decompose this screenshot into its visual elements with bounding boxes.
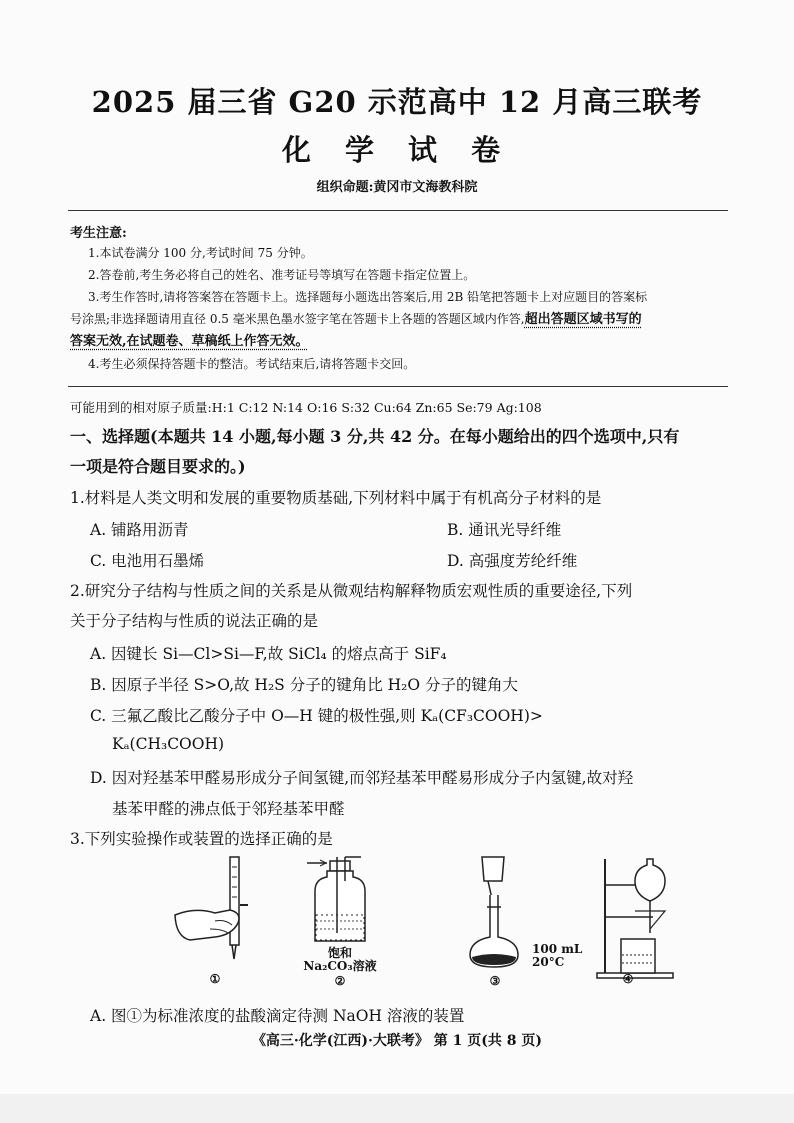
question-2-stem-line-1: 2.研究分子结构与性质之间的关系是从微观结构解释物质宏观性质的重要途径,下列 bbox=[70, 582, 633, 600]
question-2-option-b: B. 因原子半径 S>O,故 H₂S 分子的键角比 H₂O 分子的键角大 bbox=[90, 676, 518, 694]
notice-item-3-end: 答案无效,在试题卷、草稿纸上作答无效。 bbox=[70, 334, 309, 349]
figure-3-caption-line-2: 20°C bbox=[532, 955, 565, 969]
question-2-option-c-cont: Kₐ(CH₃COOH) bbox=[112, 735, 225, 753]
notice-divider bbox=[68, 386, 728, 387]
top-divider bbox=[68, 210, 728, 211]
notice-item-3-cont: 号涂黑;非选择题请用直径 0.5 毫米黑色墨水签字笔在答题卡上各题的答题区域内作答,超出答题区域书写的 bbox=[70, 312, 642, 327]
notice-item-1: 1.本试卷满分 100 分,考试时间 75 分钟。 bbox=[88, 246, 313, 260]
question-1-option-a: A. 铺路用沥青 bbox=[90, 521, 189, 539]
figure-2-caption-line-2: Na₂CO₃溶液 bbox=[303, 959, 377, 973]
question-1-option-d: D. 高强度芳纶纤维 bbox=[447, 552, 578, 570]
figure-3-volumetric-flask-icon bbox=[460, 855, 530, 970]
question-1-stem: 1.材料是人类文明和发展的重要物质基础,下列材料中属于有机高分子材料的是 bbox=[70, 489, 602, 507]
figure-3-caption-line-1: 100 mL bbox=[532, 942, 583, 956]
notice-emphasis: 超出答题区域书写的 bbox=[524, 312, 642, 327]
figure-2-caption bbox=[300, 947, 380, 973]
section-1-line-1: 一、选择题(本题共 14 小题,每小题 3 分,共 42 分。在每小题给出的四个选项中,只有 bbox=[70, 427, 680, 446]
notice-block bbox=[70, 242, 730, 375]
question-3-stem: 3.下列实验操作或装置的选择正确的是 bbox=[70, 830, 333, 848]
figure-4-separatory-funnel-icon bbox=[595, 855, 675, 980]
question-2-option-a: A. 因键长 Si—Cl>Si—F,故 SiCl₄ 的熔点高于 SiF₄ bbox=[90, 645, 447, 663]
exam-organizer: 组织命题:黄冈市文海教科院 bbox=[316, 180, 478, 195]
notice-title: 考生注意: bbox=[70, 226, 127, 241]
figure-2-washing-bottle-icon bbox=[305, 855, 375, 945]
question-3-option-a: A. 图①为标准浓度的盐酸滴定待测 NaOH 溶液的装置 bbox=[90, 1007, 465, 1025]
exam-title: 2025 届三省 G20 示范高中 12 月高三联考 bbox=[91, 85, 703, 119]
question-1-option-c: C. 电池用石墨烯 bbox=[90, 552, 205, 570]
question-2-stem-line-2: 关于分子结构与性质的说法正确的是 bbox=[70, 612, 319, 630]
figure-2-caption-line-1: 饱和 bbox=[327, 946, 352, 960]
notice-item-3: 3.考生作答时,请将答案答在答题卡上。选择题每小题选出答案后,用 2B 铅笔把答题卡上对应题目的答案标 bbox=[88, 290, 648, 304]
figure-1-burette-icon bbox=[170, 855, 270, 965]
question-2-option-c: C. 三氟乙酸比乙酸分子中 O—H 键的极性强,则 Kₐ(CF₃COOH)> bbox=[90, 707, 543, 725]
figure-3-caption bbox=[532, 943, 592, 969]
section-1-heading bbox=[70, 422, 730, 482]
question-3-figures bbox=[150, 855, 680, 995]
figure-1-label: ① bbox=[209, 972, 221, 986]
atomic-masses: 可能用到的相对原子质量:H:1 C:12 N:14 O:16 S:32 Cu:64 Zn:65 Se:79 Ag:108 bbox=[70, 400, 542, 415]
notice-item-4: 4.考生必须保持答题卡的整洁。考试结束后,请将答题卡交回。 bbox=[88, 357, 416, 371]
exam-subtitle: 化 学 试 卷 bbox=[281, 133, 513, 167]
figure-3-label: ③ bbox=[489, 974, 501, 988]
section-1-line-2: 一项是符合题目要求的。) bbox=[70, 457, 246, 476]
question-2-option-d-cont: 基苯甲醛的沸点低于邻羟基苯甲醛 bbox=[112, 800, 345, 818]
question-2-stem bbox=[70, 576, 730, 636]
question-2-option-d: D. 因对羟基苯甲醛易形成分子间氢键,而邻羟基苯甲醛易形成分子内氢键,故对羟 bbox=[90, 769, 634, 787]
figure-2-label: ② bbox=[334, 974, 346, 988]
page-footer: 《高三·化学(江西)·大联考》 第 1 页(共 8 页) bbox=[251, 1033, 543, 1049]
figure-4-label: ④ bbox=[622, 972, 634, 986]
notice-item-2: 2.答卷前,考生务必将自己的姓名、准考证号等填写在答题卡指定位置上。 bbox=[88, 268, 476, 282]
question-1-option-b: B. 通讯光导纤维 bbox=[447, 521, 562, 539]
